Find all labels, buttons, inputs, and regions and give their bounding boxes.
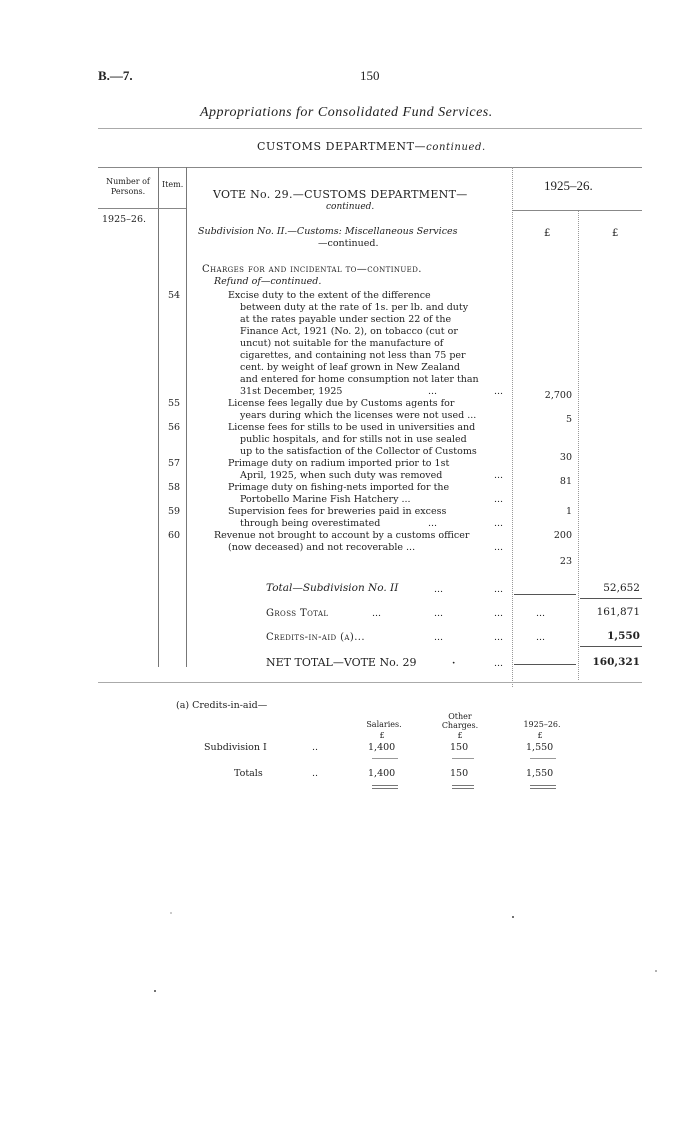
item-amount: 200 <box>553 530 572 541</box>
total-rule <box>514 664 576 665</box>
body-line: April, 1925, when such duty was removed <box>240 470 443 481</box>
body-line: uncut) not suitable for the manufacture of <box>240 338 444 349</box>
persons-year-label: 1925–26. <box>102 214 147 225</box>
vote-continued: continued. <box>326 202 375 212</box>
footnote-double-rule <box>372 785 398 786</box>
footnote-row-salaries: 1,400 <box>368 742 396 753</box>
table-bottom-rule <box>98 682 642 683</box>
footnote-pound-sign: £ <box>537 731 543 740</box>
leader-dots: ... <box>372 608 382 619</box>
leader-dots: ... <box>434 584 444 595</box>
footnote-heading: (a) Credits-in-aid— <box>176 700 268 711</box>
footnote-row-dots: .. <box>312 768 319 779</box>
body-line: through being overestimated <box>240 518 381 529</box>
footnote-double-rule <box>452 785 474 786</box>
subdivision-total-amount: 52,652 <box>603 582 640 594</box>
charges-heading: Charges for and incidental to—continued. <box>202 264 422 275</box>
footnote-double-rule <box>372 788 398 789</box>
item-number: 56 <box>168 422 181 433</box>
item-number: 57 <box>168 458 181 469</box>
leader-dots: ... <box>536 632 546 643</box>
total-rule <box>580 598 642 599</box>
leader-dots: ... <box>494 632 504 643</box>
leader-dots: ... <box>434 632 444 643</box>
credits-in-aid-amount: 1,550 <box>607 630 640 642</box>
amount-column-rule <box>512 167 513 687</box>
running-title: Appropriations for Consolidated Fund Services. <box>200 105 493 120</box>
footnote-row-total: 1,550 <box>526 768 554 779</box>
item-column-rule <box>186 167 187 667</box>
persons-head-rule <box>98 208 186 209</box>
body-line: 31st December, 1925 <box>240 386 343 397</box>
body-line: and entered for home consumption not later than <box>240 374 479 385</box>
footnote-row-label: Subdivision I <box>204 742 267 753</box>
leader-dots: ... <box>494 518 504 529</box>
body-line: Primage duty on radium imported prior to 1st <box>228 458 450 469</box>
item-column-heading: Item. <box>162 180 184 189</box>
body-line: cigarettes, and containing not less than 75 per <box>240 350 466 361</box>
body-line: Excise duty to the extent of the difference <box>228 290 431 301</box>
body-line: (now deceased) and not recoverable ... <box>228 542 416 553</box>
leader-dots: ... <box>494 542 504 553</box>
total-rule <box>514 594 576 595</box>
page-reference: B.—7. <box>98 68 133 83</box>
subdivision-continued: —continued. <box>318 238 379 249</box>
scan-speck <box>655 970 657 972</box>
body-line: Supervision fees for breweries paid in excess <box>228 506 447 517</box>
footnote-year-heading: 1925–26. <box>523 720 561 729</box>
credits-in-aid-label: Credits-in-aid (a)... <box>266 632 365 643</box>
body-line: Portobello Marine Fish Hatchery ... <box>240 494 411 505</box>
footnote-pound-sign: £ <box>457 731 463 740</box>
body-line: years during which the licenses were not used ... <box>240 410 477 421</box>
footnote-other-heading: Other Charges. <box>441 712 479 730</box>
body-line: Primage duty on fishing-nets imported for the <box>228 482 450 493</box>
footnote-row-dots: .. <box>312 742 319 753</box>
scan-speck <box>512 916 514 918</box>
leader-dots: ... <box>494 608 504 619</box>
item-number: 55 <box>168 398 181 409</box>
total-rule <box>580 646 642 647</box>
net-total-label: NET TOTAL—VOTE No. 29 <box>266 656 417 669</box>
item-number: 60 <box>168 530 181 541</box>
subdivision-heading: Subdivision No. II.—Customs: Miscellaneous Services <box>198 226 458 237</box>
footnote-pound-sign: £ <box>379 731 385 740</box>
table-top-rule <box>98 167 642 168</box>
persons-column-rule <box>158 167 159 667</box>
leader-dots: ... <box>494 494 504 505</box>
leader-dots: ... <box>536 608 546 619</box>
net-total-amount: 160,321 <box>592 656 640 668</box>
body-line: at the rates payable under section 22 of the <box>240 314 452 325</box>
header-rule <box>98 128 642 129</box>
footnote-row-other: 150 <box>450 742 469 753</box>
scan-speck <box>154 990 156 992</box>
footnote-rule <box>452 758 474 759</box>
body-line: cent. by weight of leaf grown in New Zealand <box>240 362 460 373</box>
gross-total-amount: 161,871 <box>596 606 640 618</box>
footnote-salaries-heading: Salaries. <box>366 720 402 729</box>
pound-sign-right: £ <box>612 228 619 239</box>
body-line: License fees legally due by Customs agents for <box>228 398 455 409</box>
item-amount: 2,700 <box>544 390 572 401</box>
body-line: License fees for stills to be used in universities and <box>228 422 476 433</box>
item-amount: 23 <box>559 556 572 567</box>
leader-dots: ... <box>428 386 438 397</box>
body-line: Revenue not brought to account by a customs officer <box>214 530 470 541</box>
item-number: 58 <box>168 482 181 493</box>
item-amount: 1 <box>565 506 572 517</box>
footnote-double-rule <box>530 785 556 786</box>
page-number: 150 <box>360 68 380 83</box>
body-line: Finance Act, 1921 (No. 2), on tobacco (cut or <box>240 326 458 337</box>
leader-dots: ... <box>494 386 504 397</box>
department-title: CUSTOMS DEPARTMENT—continued. <box>257 140 486 153</box>
leader-dot: · <box>452 658 456 669</box>
gross-total-label: Gross Total <box>266 608 329 619</box>
footnote-double-rule <box>452 788 474 789</box>
persons-column-heading: Number of Persons. <box>106 177 150 196</box>
subdivision-total-label: Total—Subdivision No. II <box>266 582 399 594</box>
item-amount: 5 <box>565 414 572 425</box>
body-line: between duty at the rate of 1s. per lb. and duty <box>240 302 469 313</box>
item-number: 59 <box>168 506 181 517</box>
scan-speck <box>170 912 172 914</box>
item-amount: 81 <box>559 476 572 487</box>
footnote-row-salaries: 1,400 <box>368 768 396 779</box>
leader-dots: ... <box>494 584 504 595</box>
footnote-row-other: 150 <box>450 768 469 779</box>
body-line: up to the satisfaction of the Collector of Customs <box>240 446 477 457</box>
leader-dots: ... <box>494 470 504 481</box>
footnote-rule <box>372 758 398 759</box>
footnote-rule <box>530 758 556 759</box>
item-amount: 30 <box>559 452 572 463</box>
pound-sign-left: £ <box>544 228 551 239</box>
refund-heading: Refund of—continued. <box>214 276 322 287</box>
year-head-rule <box>512 210 642 211</box>
leader-dots: ... <box>494 658 504 669</box>
item-number: 54 <box>168 290 181 301</box>
vote-title: VOTE No. 29.—CUSTOMS DEPARTMENT— <box>213 188 468 201</box>
footnote-row-label: Totals <box>234 768 263 779</box>
leader-dots: ... <box>428 518 438 529</box>
body-line: public hospitals, and for stills not in use sealed <box>240 434 467 445</box>
year-column-heading: 1925–26. <box>544 178 593 193</box>
footnote-double-rule <box>530 788 556 789</box>
footnote-row-total: 1,550 <box>526 742 554 753</box>
leader-dots: ... <box>434 608 444 619</box>
